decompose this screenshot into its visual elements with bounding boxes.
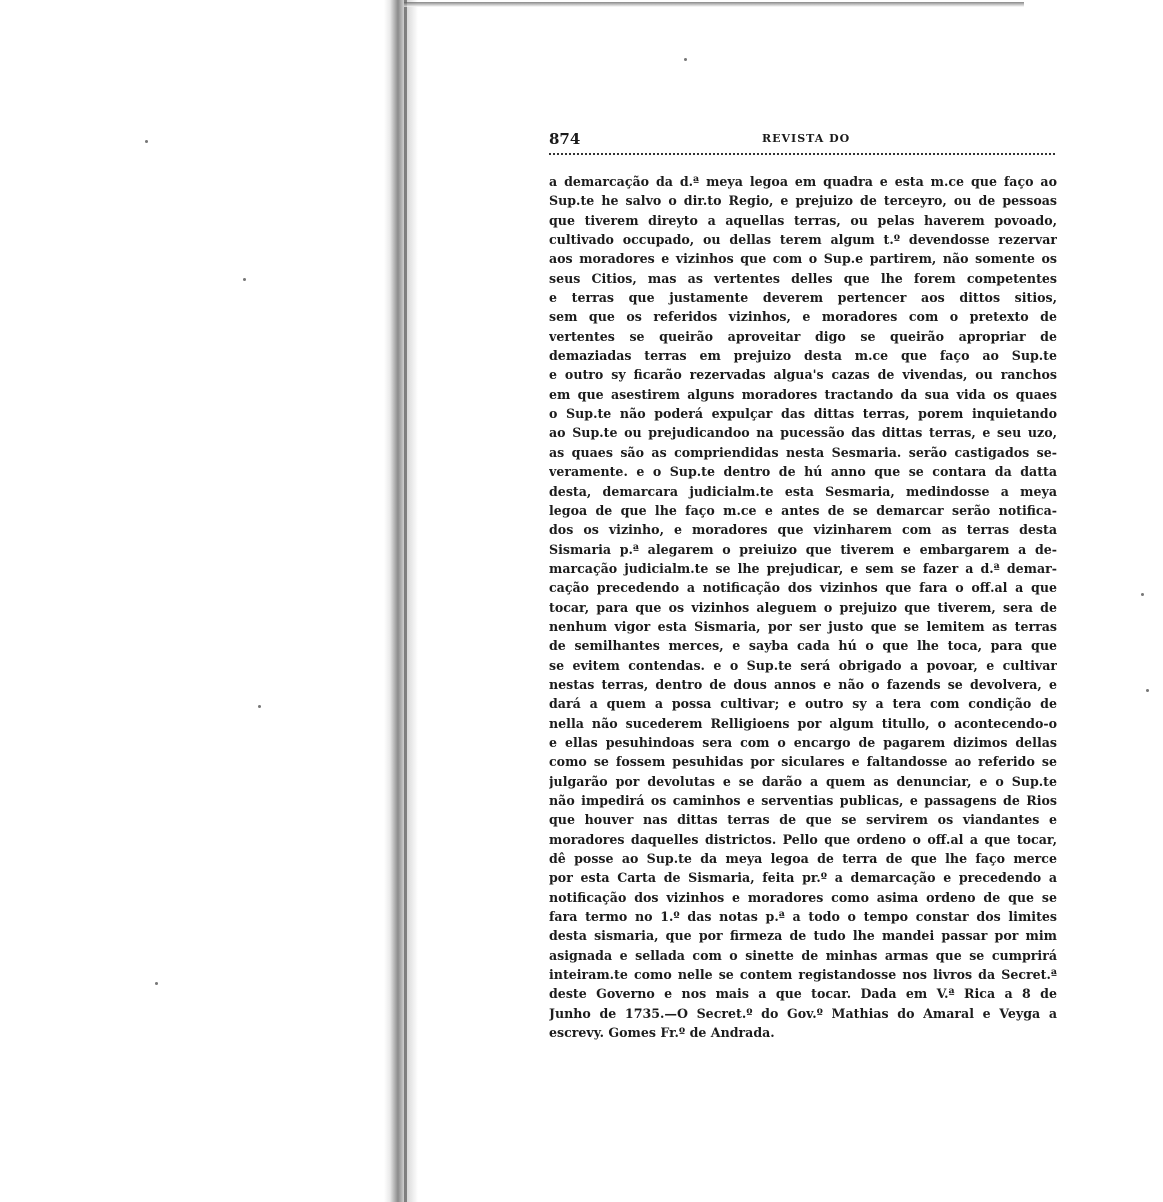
text-line: escrevy. Gomes Fr.º de Andrada. bbox=[549, 1025, 775, 1041]
scan-speck bbox=[155, 982, 158, 985]
text-line: vertentes se queirão aproveitar digo se queirão apropriar de bbox=[549, 328, 1057, 344]
text-line: e ellas pesuhindoas sera com o encargo de pagarem dizimos dellas bbox=[549, 734, 1057, 750]
running-title: REVISTA DO bbox=[762, 132, 851, 145]
text-line: dê posse ao Sup.te da meya legoa de terra de que lhe faço merce bbox=[549, 851, 1057, 867]
text-line: em que asestirem alguns moradores tractando da sua vida os quaes bbox=[549, 386, 1057, 402]
text-line: a demarcação da d.ª meya legoa em quadra e esta m.ce que faço ao bbox=[549, 174, 1057, 189]
text-line: marcação judicialm.te se lhe prejudicar, e sem se fazer a d.ª demar- bbox=[549, 560, 1057, 576]
text-line: as quaes são as compriendidas nesta Sesmaria. serão castigados se- bbox=[549, 444, 1057, 460]
text-line: inteiram.te como nelle se contem registandosse nos livros da Secret.ª bbox=[549, 967, 1057, 983]
binding-edge-line bbox=[404, 0, 407, 1202]
text-line: tocar, para que os vizinhos aleguem o prejuizo que tiverem, sera de bbox=[549, 599, 1057, 615]
text-line: legoa de que lhe faço m.ce e antes de se demarcar serão notifica- bbox=[549, 502, 1057, 518]
text-line: moradores daquelles districtos. Pello que ordeno o off.al a que tocar, bbox=[549, 831, 1057, 847]
text-line: Sup.te he salvo o dir.to Regio, e prejuizo de terceyro, ou de pessoas bbox=[549, 193, 1057, 209]
text-line: o Sup.te não poderá expulçar das dittas terras, porem inquietando bbox=[549, 406, 1057, 422]
text-line: Sismaria p.ª alegarem o preiuizo que tiverem e embargarem a de- bbox=[549, 541, 1057, 557]
text-line: nenhum vigor esta Sismaria, por ser justo que se lemitem as terras bbox=[549, 618, 1057, 634]
scan-speck bbox=[243, 278, 246, 281]
text-line: seus Citios, mas as vertentes delles que lhe forem competentes bbox=[549, 270, 1057, 286]
text-line: por esta Carta de Sismaria, feita pr.º a demarcação e precedendo a bbox=[549, 870, 1057, 886]
text-line: não impedirá os caminhos e serventias publicas, e passagens de Rios bbox=[549, 793, 1057, 808]
text-line: notificação dos vizinhos e moradores como asima ordeno de que se bbox=[549, 889, 1057, 905]
text-line: dos os vizinho, e moradores que vizinharem com as terras desta bbox=[549, 522, 1057, 538]
header-rule bbox=[549, 153, 1055, 155]
text-line: e outro sy ficarão rezervadas algua's cazas de vivendas, ou ranchos bbox=[549, 367, 1057, 383]
text-line: nestas terras, dentro de dous annos e não o fazends se devolvera, e bbox=[549, 676, 1057, 692]
scan-speck bbox=[684, 58, 687, 61]
text-line: como se fossem pesuhidas por siculares e faltandosse ao referido se bbox=[549, 754, 1057, 770]
scan-speck bbox=[145, 140, 148, 143]
text-line: desta, demarcara judicialm.te esta Sesmaria, medindosse a meya bbox=[549, 483, 1057, 499]
text-line: dará a quem a possa cultivar; e outro sy a tera com condição de bbox=[549, 696, 1057, 712]
binding-gutter bbox=[384, 0, 418, 1202]
text-line: fara termo no 1.º das notas p.ª a todo o tempo constar dos limites bbox=[549, 909, 1057, 925]
text-line: veramente. e o Sup.te dentro de hú anno que se contara da datta bbox=[549, 464, 1057, 480]
text-line: que tiverem direyto a aquellas terras, ou pelas haverem povoado, bbox=[549, 212, 1057, 228]
page-header bbox=[549, 130, 1057, 152]
text-line: Junho de 1735.—O Secret.º do Gov.º Mathias do Amaral e Veyga a bbox=[549, 1005, 1057, 1021]
page-top-edge bbox=[404, 2, 1024, 7]
text-line: e terras que justamente deverem pertencer aos dittos sitios, bbox=[549, 290, 1057, 306]
text-line: julgarão por devolutas e se darão a quem as denunciar, e o Sup.te bbox=[549, 773, 1057, 789]
page-number: 874 bbox=[549, 130, 581, 148]
text-line: demaziadas terras em prejuizo desta m.ce que faço ao Sup.te bbox=[549, 348, 1057, 364]
text-line: sem que os referidos vizinhos, e moradores com o pretexto de bbox=[549, 309, 1057, 325]
text-line: asignada e sellada com o sinette de minhas armas que se cumprirá bbox=[549, 947, 1057, 963]
text-line: cultivado occupado, ou dellas terem algum t.º devendosse rezervar bbox=[549, 232, 1057, 248]
text-line: desta sismaria, que por firmeza de tudo lhe mandei passar por mim bbox=[549, 928, 1057, 944]
text-line: se evitem contendas. e o Sup.te será obrigado a povoar, e cultivar bbox=[549, 657, 1057, 673]
body-text bbox=[549, 172, 1057, 1042]
text-line: deste Governo e nos mais a que tocar. Dada em V.ª Rica a 8 de bbox=[549, 986, 1057, 1002]
text-line: cação precedendo a notificação dos vizinhos que fara o off.al a que bbox=[549, 580, 1057, 596]
scan-speck bbox=[1141, 593, 1144, 596]
text-line: de semilhantes merces, e sayba cada hú o que lhe toca, para que bbox=[549, 638, 1057, 654]
scan-speck bbox=[1146, 689, 1149, 692]
text-line: ao Sup.te ou prejudicandoo na pucessão das dittas terras, e seu uzo, bbox=[549, 425, 1057, 441]
text-line: que houver nas dittas terras de que se servirem os viandantes e bbox=[549, 812, 1057, 828]
text-line: aos moradores e vizinhos que com o Sup.e partirem, não somente os bbox=[549, 251, 1057, 267]
scan-speck bbox=[258, 705, 261, 708]
text-line: nella não sucederem Relligioens por algum titullo, o acontecendo-o bbox=[549, 715, 1057, 731]
